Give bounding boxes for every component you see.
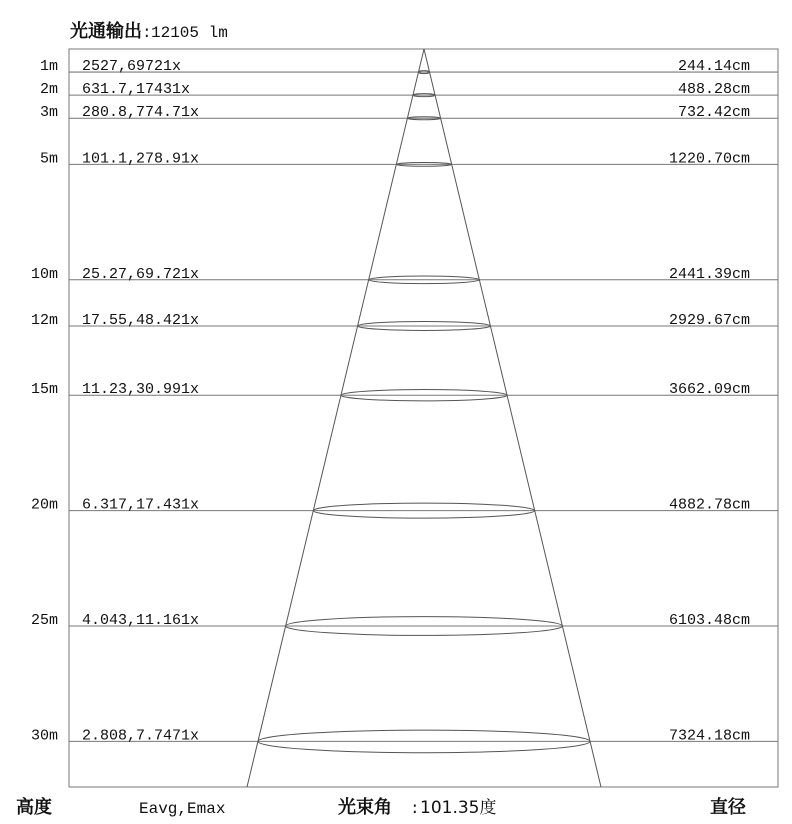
diameter-axis-label: 直径 — [710, 797, 746, 818]
height-label: 20m — [30, 496, 58, 514]
diameter-label: 3662.09cm — [668, 381, 750, 399]
illuminance-label: 280.8,774.71x — [82, 104, 200, 122]
height-label: 2m — [39, 81, 58, 99]
luminous-flux-separator: : — [142, 24, 152, 42]
row-lines — [69, 72, 778, 741]
beam-cone — [247, 49, 601, 787]
luminous-flux-value: 12105 lm — [151, 24, 228, 42]
illuminance-label: 17.55,48.421x — [82, 311, 200, 329]
beam-angle-value: 101.35度 — [420, 798, 497, 818]
luminous-flux-label: 光通输出 — [70, 21, 142, 42]
metrics-axis-label: Eavg,Emax — [139, 800, 226, 818]
height-label: 25m — [30, 612, 58, 629]
cone-left-edge — [247, 49, 424, 787]
cone-right-edge — [424, 49, 601, 787]
illuminance-label: 6.317,17.431x — [82, 496, 200, 514]
illuminance-label: 101.1,278.91x — [82, 150, 200, 168]
illuminance-label: 11.23,30.991x — [82, 381, 200, 399]
diameter-label: 488.28cm — [677, 81, 750, 99]
height-label: 10m — [30, 265, 58, 283]
row-labels — [31, 58, 750, 744]
beam-angle-separator: : — [410, 800, 420, 818]
height-label: 5m — [39, 150, 58, 168]
illuminance-label: 2527,69721x — [82, 58, 182, 76]
diameter-label: 2441.39cm — [668, 265, 750, 283]
illuminance-label: 25.27,69.721x — [82, 265, 200, 283]
illuminance-label: 631.7,17431x — [82, 81, 191, 99]
diameter-label: 244.14cm — [677, 58, 750, 76]
diameter-label: 7324.18cm — [668, 727, 750, 745]
diameter-label: 6103.48cm — [668, 612, 750, 629]
diameter-label: 4882.78cm — [668, 496, 750, 514]
illuminance-label: 2.808,7.7471x — [82, 727, 200, 745]
height-axis-label: 高度 — [16, 797, 52, 818]
height-label: 15m — [30, 381, 58, 399]
diameter-label: 732.42cm — [677, 104, 750, 122]
diameter-label: 1220.70cm — [668, 150, 750, 168]
diameter-label: 2929.67cm — [668, 311, 750, 329]
height-label: 1m — [39, 58, 58, 76]
beam-angle-label: 光束角 — [338, 797, 392, 818]
height-label: 30m — [30, 727, 58, 745]
illuminance-label: 4.043,11.161x — [82, 612, 200, 629]
height-label: 3m — [39, 104, 58, 122]
height-label: 12m — [30, 311, 58, 329]
